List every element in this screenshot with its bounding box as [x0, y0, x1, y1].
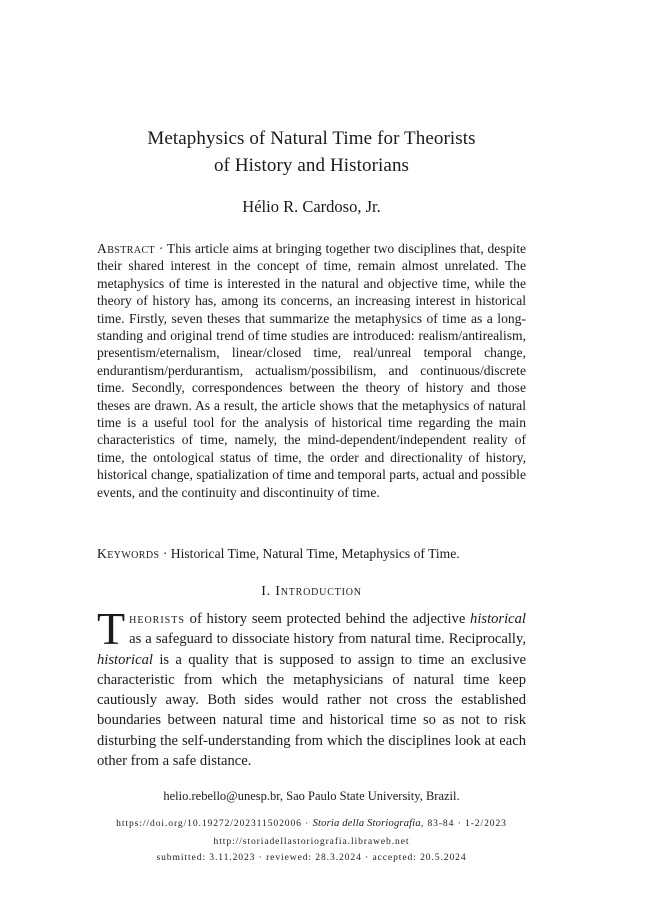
doi-link[interactable]: https://doi.org/10.19272/202311502006 · [116, 818, 313, 829]
abstract-text: This article aims at bringing together two disciplines that, despite their shared interest in the concept of time, remain almost unrelated. The metaphysics of time is interested in the natural and objective time, while the theory of history has, among its concerns, an increasing interest in historical time. Firstly, seven theses that summarize the metaphysics of time as a long-standing and original trend of time studies are introduced: realism/antirealism, presentism/eternalism, linear/closed time, real/unreal temporal change, endurantism/perdurantism, actualism/possibilism, and continuous/discrete time. Secondly, correspondences between the theory of history and those theses are drawn. As a result, the article shows that the metaphysics of natural time is a useful tool for the analysis of historical time regarding the main characteristics of time, namely, the mind-dependent/independent reality of time, the ontological status of time, the order and directionality of history, historical change, spatialization of time and temporal parts, actual and possible events, and the continuity and discontinuity of time. [97, 241, 527, 500]
article-title [97, 125, 526, 179]
journal-url[interactable]: http://storiadellastoriografia.libraweb.net [213, 836, 410, 847]
abstract-label: Abstract [97, 241, 156, 256]
author-email-affiliation[interactable]: helio.rebello@unesp.br, Sao Paulo State University, Brazil. [163, 789, 460, 803]
keywords-separator: · [159, 546, 171, 561]
keywords [97, 545, 526, 562]
intro-lead-word: heorists [129, 611, 185, 627]
author-name: Hélio R. Cardoso, Jr. [242, 197, 381, 216]
article-title-line-1: Metaphysics of Natural Time for Theorists [147, 128, 476, 149]
drop-cap: T [97, 603, 126, 654]
abstract [97, 240, 526, 501]
article-page [97, 0, 526, 922]
article-title-line-2: of History and Historians [213, 155, 410, 176]
section-heading: I. Introduction [261, 584, 362, 599]
intro-paragraph [97, 603, 526, 771]
keywords-label: Keywords [97, 546, 160, 561]
intro-text-1: of history seem protected behind the adjective [184, 611, 471, 627]
abstract-separator: · [155, 241, 167, 256]
keywords-text: Historical Time, Natural Time, Metaphysics of Time. [170, 546, 460, 561]
intro-emphasis-1: historical [470, 611, 526, 627]
intro-emphasis-2: historical [97, 651, 153, 668]
journal-name: Storia della Storiografia [312, 818, 421, 829]
submission-dates: submitted: 3.11.2023 · reviewed: 28.3.2024 · accepted: 20.5.2024 [156, 852, 467, 863]
intro-text-3: is a quality that is supposed to assign to time an exclusive characteristic from which the metaphysicians of natural time keep cautiously away. Both sides would rather not cross the established boundaries between natural time and historical time so as not to risk disturbing the self-understanding from which the disciplines look at each other from a safe distance. [97, 651, 526, 770]
intro-text-2: as a safeguard to dissociate history from natural time. Reciprocally, [129, 631, 526, 648]
author-footnote[interactable] [97, 788, 526, 804]
doi-line[interactable] [97, 818, 526, 830]
issue-info: , 83-84 · 1-2/2023 [420, 818, 507, 829]
